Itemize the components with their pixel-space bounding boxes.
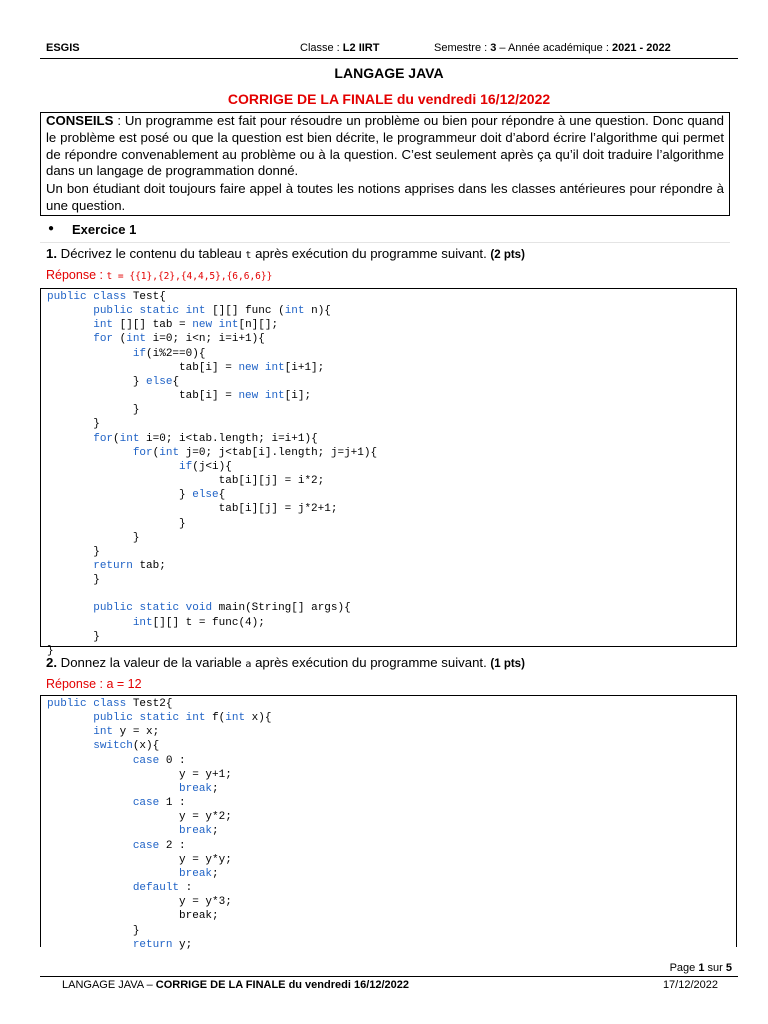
code-text: Test2{ [132,698,173,710]
question-2: 2. Donnez la valeur de la variable a après exécution du programme suivant. (1 pts) [46,655,525,670]
code-text [47,840,133,852]
code-keyword: case [132,754,166,767]
code-line [47,811,232,823]
code-text: [i]; [284,390,312,403]
code-line [47,825,219,837]
code-text [47,783,179,795]
code-line [47,868,219,880]
code-keyword: class [93,698,133,710]
code-line [47,333,265,345]
code-text: Test{ [132,291,166,303]
page-footer: LANGAGE JAVA – CORRIGE DE LA FINALE du vendredi 16/12/2022 17/12/2022 [62,979,718,991]
code-text: ( [152,446,160,459]
code-line [47,617,265,629]
code-text: } [47,517,186,530]
code-keyword: for [132,446,153,459]
code-line [47,882,192,894]
code-keyword: return [132,938,180,951]
code-line [47,518,186,530]
code-text: { [172,375,180,388]
code-line [47,489,225,501]
code-text: ( [119,333,127,346]
code-text: (j<i){ [192,460,232,473]
code-keyword: case [132,839,166,852]
footer-rule [40,976,738,977]
code-keyword: else [146,375,173,388]
code-text: [][] tab = [119,319,193,332]
code-text: : [185,882,193,895]
code-keyword: switch [93,740,133,753]
code-keyword: public [93,305,140,318]
code-line [47,461,232,473]
code-text [47,348,133,360]
code-text: y = x; [119,726,160,739]
code-line [47,783,219,795]
header-rule [40,58,738,59]
code-text: y = y*2; [47,811,232,824]
code-text: n){ [311,305,331,318]
code-line [47,602,351,614]
code-text: } [47,531,140,544]
code-line [47,910,219,922]
code-text: ; [212,825,219,838]
code-text [47,825,179,837]
code-line [47,755,186,767]
code-block-1 [40,288,737,657]
code-text: tab; [139,559,166,572]
code-line [47,712,271,724]
code-text [47,617,133,629]
code-line [47,319,278,331]
code-keyword: return [93,559,140,572]
code-text [47,726,93,738]
code-keyword: static [139,305,186,318]
code-text [47,333,93,345]
code-line [47,740,159,752]
code-text: tab[i][j] = j*2+1; [47,503,338,516]
code-line [47,532,139,544]
code-line [47,390,311,402]
code-line [47,447,377,459]
question-1-points: (2 pts) [490,249,525,261]
code-keyword: int [126,333,153,346]
semester-info: Semestre : 3 – Année académique : 2021 - 2022 [434,42,671,54]
exercise-1-heading [40,222,730,243]
code-keyword: else [192,489,219,502]
code-keyword: public [93,602,140,615]
code-text: [][] func ( [212,305,285,318]
code-text: i=0; i<n; i=i+1){ [152,333,265,346]
code-line [47,348,205,360]
code-text: main(String[] args){ [218,602,351,615]
code-line [47,560,166,572]
code-line [47,305,331,317]
code-text [47,319,93,331]
code-text: } [47,630,100,643]
code-keyword: public [47,291,94,303]
code-line [47,726,159,738]
code-text: tab[i] = [47,390,239,403]
code-text [47,797,133,809]
code-text: 2 : [165,839,186,852]
code-keyword: default [132,882,186,895]
code-text: { [218,489,226,502]
code-line [47,404,139,416]
code-text: y = y*3; [47,896,232,909]
code-line [47,854,232,866]
code-keyword: if [179,460,193,473]
code-keyword: int [218,319,239,332]
code-text: } [47,545,100,558]
code-text: tab[i] = [47,361,239,374]
answer-1: Réponse : t = {{1},{2},{4,4,5},{6,6,6}} [46,268,273,282]
code-text [47,433,93,445]
code-text: y; [179,938,193,951]
answer-2: Réponse : a = 12 [46,677,142,691]
advice-box [40,112,730,216]
code-text [47,740,93,752]
code-line [47,840,186,852]
question-1: 1. Décrivez le contenu du tableau t après exécution du programme suivant. (2 pts) [46,246,525,261]
code-line [47,433,318,445]
code-text: (x){ [132,740,160,753]
document-title: LANGAGE JAVA [334,65,444,81]
code-text [47,712,93,724]
code-keyword: public [93,712,140,725]
advice-paragraph-1: CONSEILS : Un programme est fait pour résoudre un problème ou bien pour répondre à une question. Donc quand le problème est posé ou que la question est bien décrite, le programmeur doit d’abord écrire l’algorithme qui permet de répondre convenablement au problème ou à la question. C’est seulement après ça qu’il doit traduire l’algorithme dans un langage de programmation donné. [46,113,724,179]
code-keyword: for [93,333,120,346]
code-keyword: void [185,602,219,615]
code-text: ; [212,867,219,880]
code-text [47,939,133,951]
code-keyword: int [264,390,285,403]
code-keyword: if [132,347,147,360]
code-keyword: int [119,432,147,445]
code-keyword: break [179,782,213,795]
code-text: y = y*y; [47,853,232,866]
code-line [47,698,172,710]
code-line [47,631,100,643]
code-text [47,305,93,317]
code-keyword: int [159,446,186,459]
code-text [47,447,133,459]
code-line [47,896,232,908]
code-line [47,291,166,303]
document-subtitle: CORRIGE DE LA FINALE du vendredi 16/12/2022 [227,91,551,107]
footer-date: 17/12/2022 [662,979,718,991]
code-text: } [47,375,147,388]
code-keyword: int [185,305,213,318]
code-keyword: static [139,712,186,725]
code-text: break; [47,910,219,923]
advice-paragraph-2: Un bon étudiant doit toujours faire appel à toutes les notions apprises dans les classes antérieures pour répondre à une question. [46,181,724,213]
code-text [47,560,93,572]
code-text: y = y+1; [47,768,232,781]
code-line [47,939,192,951]
code-keyword: new [238,361,265,374]
code-keyword: public [47,698,94,710]
code-text: tab[i][j] = i*2; [47,475,325,488]
code-text: } [47,574,100,587]
code-text: } [47,924,140,937]
code-keyword: break [179,825,213,838]
code-text: f( [212,712,226,725]
page-header [46,42,738,56]
code-line [47,418,100,430]
code-line [47,925,139,937]
code-text [47,868,179,880]
school-name: ESGIS [46,42,80,54]
exercise-title: Exercice 1 [72,222,137,237]
code-line [47,797,186,809]
code-text: j=0; j<tab[i].length; j=j+1){ [185,446,378,459]
class-info: Classe : L2 IIRT [300,42,380,54]
code-text: 0 : [165,754,186,767]
code-keyword: int [185,712,213,725]
code-keyword: new [238,390,265,403]
code-text [47,602,93,614]
code-text: 1 : [165,797,186,810]
code-text: [i+1]; [284,361,325,374]
page-number: Page 1 sur 5 [669,962,732,974]
code-text: [n][]; [238,319,279,332]
code-text: } [47,644,54,657]
code-text: } [47,418,100,431]
question-2-points: (1 pts) [490,658,525,670]
code-text: ; [212,782,219,795]
footer-title: CORRIGE DE LA FINALE du vendredi 16/12/2022 [155,979,410,991]
code-text [47,882,133,894]
advice-label: CONSEILS [46,113,114,128]
code-keyword: int [225,712,252,725]
code-line [47,376,179,388]
code-text: } [47,489,193,502]
code-line [47,769,232,781]
bullet-icon: ● [48,223,55,234]
code-text [47,755,133,767]
code-line [47,475,324,487]
code-keyword: new [192,319,219,332]
code-line [47,362,324,374]
code-text: x){ [251,712,272,725]
code-line [47,574,100,586]
code-keyword: class [93,291,133,303]
code-keyword: break [179,867,213,880]
code-text: } [47,404,140,417]
code-keyword: static [139,602,186,615]
code-keyword: int [132,616,153,629]
code-line [47,503,337,515]
code-text: (i%2==0){ [146,347,206,360]
code-text: i=0; i<tab.length; i=i+1){ [146,432,318,445]
document-page [40,0,738,1024]
code-block-2 [40,695,737,951]
code-text: ( [113,432,120,445]
code-keyword: int [93,319,120,332]
code-keyword: int [264,361,285,374]
code-line [47,546,100,558]
code-keyword: int [284,305,312,318]
code-keyword: for [93,432,114,445]
code-text [47,461,179,473]
code-keyword: int [93,726,120,739]
code-text: [][] t = func(4); [152,616,265,629]
code-keyword: case [132,797,166,810]
